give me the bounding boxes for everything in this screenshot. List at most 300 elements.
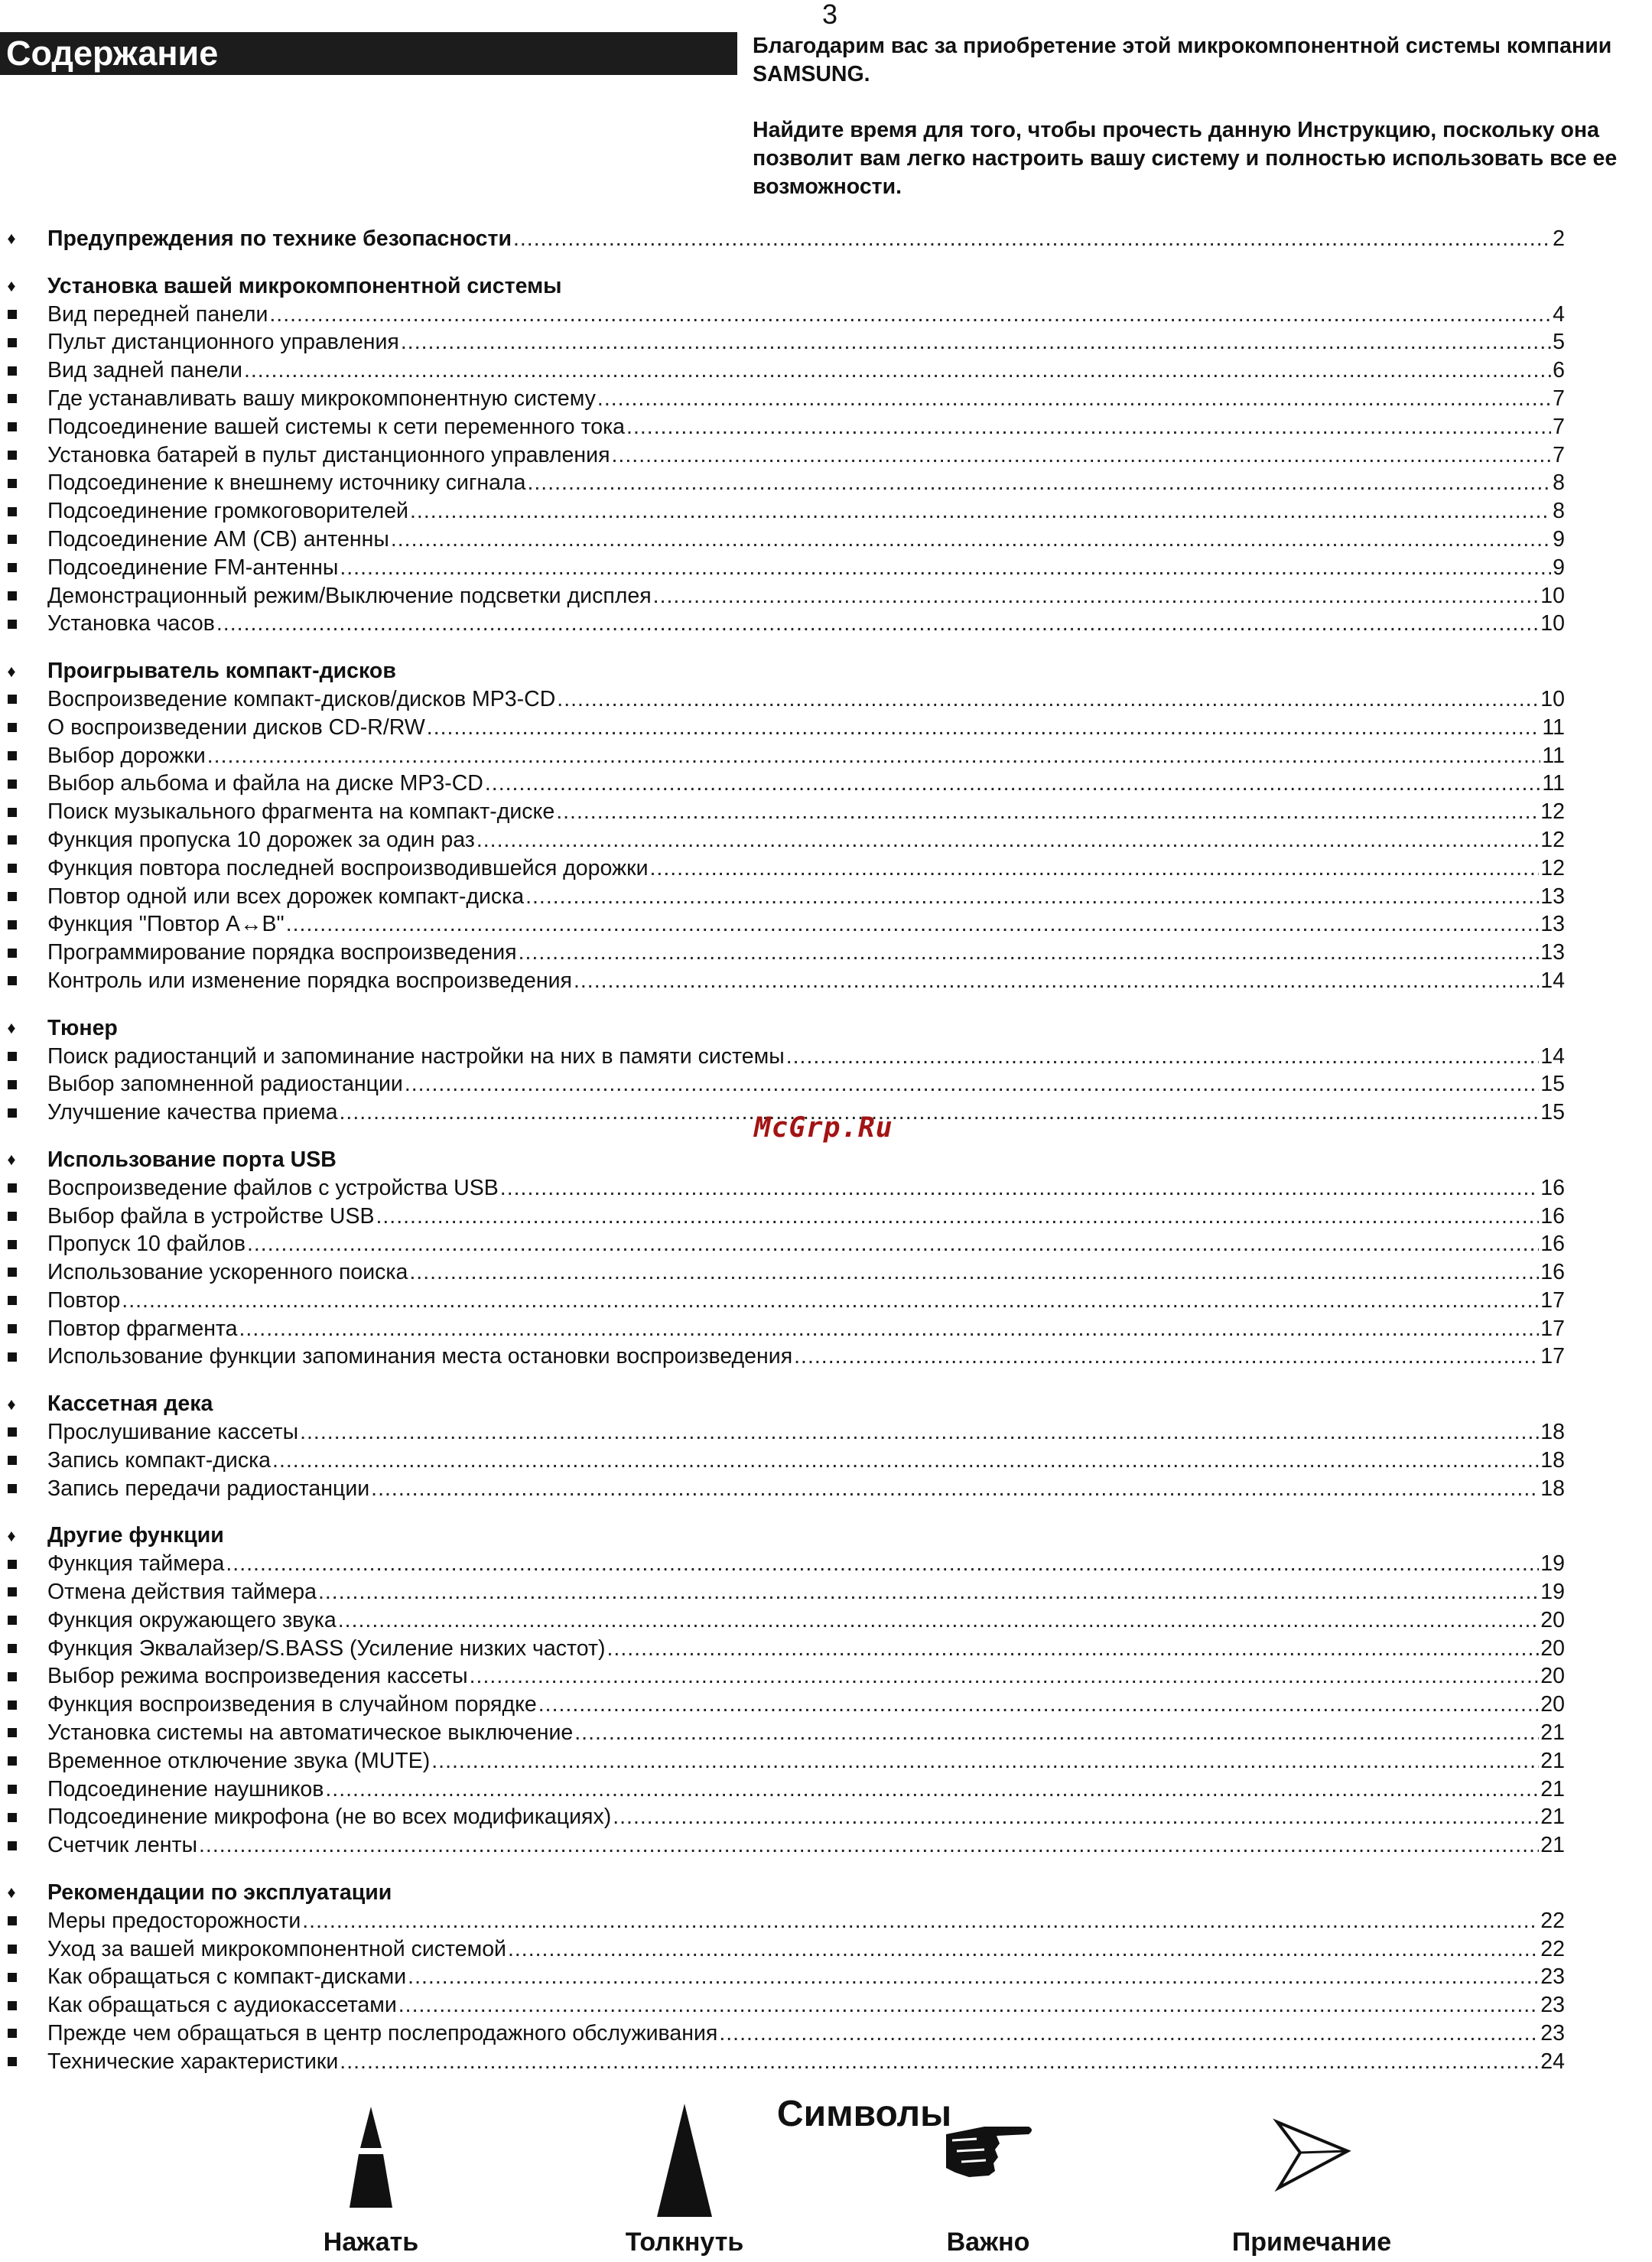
square-bullet-icon: [8, 1108, 17, 1118]
toc-entry[interactable]: [0, 883, 1565, 911]
dot-leader: [300, 1418, 1539, 1447]
toc-entry-label: Функция "Повтор A↔B": [47, 912, 285, 937]
toc-entry-label: Вид передней панели: [47, 301, 268, 327]
toc-page-number: 16: [1540, 1232, 1565, 1257]
toc-section: [0, 272, 1565, 638]
toc-page-number: 18: [1540, 1420, 1565, 1445]
toc-page-number: 19: [1540, 1580, 1565, 1605]
toc-page-number: 14: [1540, 968, 1565, 993]
diamond-bullet-icon: ♦: [7, 1150, 16, 1170]
toc-page-number: 19: [1540, 1551, 1565, 1577]
dot-leader: [500, 1174, 1540, 1203]
toc-entry-label: Улучшение качества приема: [47, 1100, 338, 1125]
toc-entry-label: Отмена действия таймера: [47, 1580, 317, 1605]
toc-heading-label: Установка вашей микрокомпонентной системы: [47, 273, 562, 298]
toc-entry[interactable]: [0, 1963, 1565, 1991]
dot-leader: [338, 1606, 1540, 1635]
dot-leader: [239, 1315, 1540, 1343]
toc-entry[interactable]: [0, 328, 1565, 356]
square-bullet-icon: [8, 1945, 17, 1954]
toc-entry-label: Уход за вашей микрокомпонентной системой: [47, 1936, 506, 1961]
toc-page-number: 15: [1540, 1072, 1565, 1097]
toc-entry[interactable]: [0, 1287, 1565, 1315]
symbol-important: [850, 2104, 1126, 2257]
dot-leader: [653, 582, 1540, 610]
symbol-label-important: Важно: [946, 2228, 1030, 2257]
toc-page-number: 21: [1540, 1720, 1565, 1746]
square-bullet-icon: [8, 479, 17, 488]
dot-leader: [525, 883, 1539, 911]
toc-page-number: 23: [1540, 1964, 1565, 1990]
toc-section-heading[interactable]: [0, 225, 1565, 253]
toc-page-number: 11: [1542, 714, 1565, 740]
table-of-contents: [0, 225, 1565, 2095]
page-number: 3: [821, 0, 838, 30]
dot-leader: [485, 770, 1541, 798]
square-bullet-icon: [8, 949, 17, 958]
push-triangle-icon: [646, 2104, 723, 2218]
toc-entry-label: Установка системы на автоматическое выключение: [47, 1720, 574, 1746]
toc-entry-label: Выбор режима воспроизведения кассеты: [47, 1664, 468, 1689]
toc-page-number: 17: [1540, 1316, 1565, 1341]
toc-entry-label: Выбор альбома и файла на диске MP3-CD: [47, 771, 483, 796]
toc-page-number: 21: [1540, 1805, 1565, 1830]
toc-page-number: 21: [1540, 1748, 1565, 1773]
dot-leader: [269, 301, 1551, 329]
toc-entry[interactable]: [0, 1203, 1565, 1231]
toc-entry[interactable]: [0, 910, 1565, 939]
toc-entry[interactable]: [0, 1174, 1565, 1203]
toc-entry-label: Использование функции запоминания места остановки воспроизведения: [47, 1344, 793, 1369]
square-bullet-icon: [8, 535, 17, 544]
toc-entry[interactable]: [0, 854, 1565, 883]
toc-entry-label: Функция воспроизведения в случайном порядке: [47, 1692, 537, 1717]
square-bullet-icon: [8, 1672, 17, 1681]
toc-entry[interactable]: [0, 1475, 1565, 1503]
toc-heading-label: Предупреждения по технике безопасности: [47, 226, 512, 251]
toc-section: [0, 1879, 1565, 2076]
dot-leader: [597, 385, 1551, 413]
toc-entry[interactable]: [0, 610, 1565, 638]
toc-entry[interactable]: [0, 385, 1565, 413]
toc-entry[interactable]: [0, 497, 1565, 526]
toc-entry-label: Прослушивание кассеты: [47, 1420, 299, 1445]
toc-entry[interactable]: [0, 1578, 1565, 1606]
toc-page-number: 24: [1540, 2049, 1565, 2074]
dot-leader: [427, 714, 1541, 742]
toc-section-heading[interactable]: [0, 1879, 1565, 1907]
toc-entry[interactable]: [0, 1803, 1565, 1831]
toc-entry-label: Поиск радиостанций и запоминание настройки на них в памяти системы: [47, 1043, 785, 1069]
note-arrow-icon: [1262, 2104, 1361, 2218]
toc-entry[interactable]: [0, 1831, 1565, 1860]
toc-page-number: 16: [1540, 1260, 1565, 1285]
toc-section: [0, 1390, 1565, 1502]
toc-section: [0, 657, 1565, 995]
symbol-label-push: Толкнуть: [625, 2228, 744, 2257]
toc-page-number: 9: [1553, 526, 1565, 552]
toc-section-heading[interactable]: [0, 1146, 1565, 1174]
toc-page-number: 9: [1553, 555, 1565, 580]
watermark: McGrp.Ru: [754, 1112, 893, 1144]
symbols-title: Символы: [776, 2094, 952, 2134]
toc-entry-label: Использование ускоренного поиска: [47, 1260, 408, 1285]
square-bullet-icon: [8, 2029, 17, 2038]
dot-leader: [226, 1550, 1539, 1578]
toc-entry-label: Подсоединение микрофона (не во всех модификациях): [47, 1805, 612, 1830]
square-bullet-icon: [8, 1973, 17, 1982]
dot-leader: [318, 1578, 1539, 1606]
toc-entry-label: Запись компакт-диска: [47, 1447, 272, 1473]
toc-page-number: 22: [1540, 1936, 1565, 1961]
dot-leader: [410, 497, 1551, 526]
toc-entry[interactable]: [0, 685, 1565, 714]
toc-page-number: 7: [1553, 386, 1565, 411]
square-bullet-icon: [8, 1484, 17, 1493]
diamond-bullet-icon: ♦: [7, 276, 16, 296]
dot-leader: [340, 2048, 1539, 2076]
square-bullet-icon: [8, 1728, 17, 1737]
toc-entry-label: Функция таймера: [47, 1551, 225, 1577]
dot-leader: [626, 413, 1551, 441]
toc-entry[interactable]: [0, 939, 1565, 967]
dot-leader: [508, 1935, 1539, 1964]
diamond-bullet-icon: ♦: [7, 229, 16, 249]
toc-entry[interactable]: [0, 770, 1565, 798]
toc-page-number: 10: [1540, 611, 1565, 636]
dot-leader: [794, 1343, 1539, 1371]
toc-page-number: 4: [1553, 301, 1565, 327]
toc-entry[interactable]: [0, 582, 1565, 610]
toc-page-number: 7: [1553, 442, 1565, 467]
toc-entry-label: Технические характеристики: [47, 2049, 339, 2074]
square-bullet-icon: [8, 1268, 17, 1277]
square-bullet-icon: [8, 620, 17, 629]
toc-entry-label: Подсоединение вашей системы к сети переменного тока: [47, 414, 626, 439]
toc-heading-label: Тюнер: [47, 1015, 118, 1040]
toc-entry[interactable]: [0, 469, 1565, 497]
dot-leader: [470, 1662, 1540, 1691]
toc-entry[interactable]: [0, 2048, 1565, 2076]
toc-entry[interactable]: [0, 526, 1565, 554]
toc-section-heading[interactable]: [0, 272, 1565, 301]
toc-page-number: 22: [1540, 1908, 1565, 1933]
square-bullet-icon: [8, 366, 17, 376]
toc-entry-label: Вид задней панели: [47, 358, 242, 383]
symbol-label-press: Нажать: [323, 2228, 419, 2257]
toc-page-number: 21: [1540, 1833, 1565, 1858]
square-bullet-icon: [8, 1701, 17, 1710]
square-bullet-icon: [8, 2057, 17, 2066]
toc-page-number: 12: [1540, 855, 1565, 880]
toc-heading-label: Рекомендации по эксплуатации: [47, 1880, 392, 1906]
toc-page-number: 17: [1540, 1287, 1565, 1313]
toc-page-number: 15: [1540, 1100, 1565, 1125]
toc-page-number: 5: [1553, 330, 1565, 355]
toc-entry[interactable]: [0, 1907, 1565, 1935]
toc-page-number: 6: [1553, 358, 1565, 383]
toc-entry-label: Подсоединение к внешнему источнику сигнала: [47, 470, 526, 496]
toc-entry[interactable]: [0, 1691, 1565, 1719]
toc-page-number: 8: [1553, 470, 1565, 496]
toc-entry-label: Пульт дистанционного управления: [47, 330, 399, 355]
toc-heading-label: Использование порта USB: [47, 1147, 337, 1172]
toc-entry-label: Подсоединение FM-антенны: [47, 555, 339, 580]
dot-leader: [371, 1475, 1539, 1503]
toc-entry[interactable]: [0, 1258, 1565, 1287]
square-bullet-icon: [8, 892, 17, 901]
dot-leader: [216, 610, 1539, 638]
toc-entry-label: Подсоединение громкоговорителей: [47, 499, 408, 524]
square-bullet-icon: [8, 563, 17, 572]
toc-entry[interactable]: [0, 301, 1565, 329]
square-bullet-icon: [8, 507, 17, 516]
dot-leader: [302, 1907, 1539, 1935]
dot-leader: [574, 1719, 1539, 1747]
toc-entry-label: Запись передачи радиостанции: [47, 1476, 370, 1501]
toc-heading-label: Другие функции: [47, 1523, 224, 1548]
toc-entry[interactable]: [0, 441, 1565, 470]
toc-page-number: 2: [1553, 226, 1565, 251]
toc-entry-label: Воспроизведение файлов с устройства USB: [47, 1175, 499, 1200]
dot-leader: [286, 910, 1540, 939]
square-bullet-icon: [8, 1813, 17, 1822]
toc-page-number: 14: [1540, 1043, 1565, 1069]
square-bullet-icon: [8, 1352, 17, 1362]
toc-page-number: 16: [1540, 1203, 1565, 1229]
toc-page-number: 20: [1540, 1692, 1565, 1717]
toc-entry[interactable]: [0, 1043, 1565, 1071]
toc-entry[interactable]: [0, 1775, 1565, 1804]
dot-leader: [538, 1691, 1540, 1719]
dot-leader: [650, 854, 1540, 883]
toc-entry-label: Выбор запомненной радиостанции: [47, 1072, 403, 1097]
dot-leader: [408, 1963, 1539, 1991]
toc-page-number: 21: [1540, 1776, 1565, 1801]
toc-entry[interactable]: [0, 1315, 1565, 1343]
dot-leader: [476, 826, 1539, 854]
square-bullet-icon: [8, 779, 17, 789]
square-bullet-icon: [8, 1616, 17, 1625]
toc-entry[interactable]: [0, 1662, 1565, 1691]
toc-entry-label: Пропуск 10 файлов: [47, 1232, 246, 1257]
toc-section: [0, 225, 1565, 253]
toc-entry-label: Функция окружающего звука: [47, 1607, 337, 1632]
toc-entry-label: Функция пропуска 10 дорожек за один раз: [47, 827, 475, 852]
dot-leader: [527, 469, 1551, 497]
toc-entry[interactable]: [0, 1343, 1565, 1371]
square-bullet-icon: [8, 1212, 17, 1221]
dot-leader: [513, 225, 1551, 253]
square-bullet-icon: [8, 451, 17, 460]
dot-leader: [339, 1098, 1539, 1127]
toc-page-number: 20: [1540, 1635, 1565, 1661]
toc-page-number: 11: [1542, 743, 1565, 768]
toc-page-number: 17: [1540, 1344, 1565, 1369]
dot-leader: [613, 1803, 1539, 1831]
diamond-bullet-icon: ♦: [7, 1883, 16, 1902]
toc-entry-label: Функция повтора последней воспроизводившейся дорожки: [47, 855, 649, 880]
toc-entry[interactable]: [0, 356, 1565, 385]
square-bullet-icon: [8, 1841, 17, 1850]
toc-page-number: 18: [1540, 1447, 1565, 1473]
toc-page-number: 10: [1540, 686, 1565, 711]
toc-entry-label: Воспроизведение компакт-дисков/дисков MP3-CD: [47, 686, 556, 711]
press-triangle-icon: [333, 2104, 409, 2218]
square-bullet-icon: [8, 976, 17, 985]
square-bullet-icon: [8, 864, 17, 873]
toc-page-number: 13: [1540, 940, 1565, 965]
square-bullet-icon: [8, 751, 17, 760]
toc-entry[interactable]: [0, 1230, 1565, 1258]
square-bullet-icon: [8, 422, 17, 431]
toc-page-number: 11: [1542, 771, 1565, 796]
toc-page-number: 7: [1553, 414, 1565, 439]
square-bullet-icon: [8, 394, 17, 403]
dot-leader: [556, 798, 1539, 826]
toc-heading-label: Проигрыватель компакт-дисков: [47, 659, 396, 684]
toc-entry[interactable]: [0, 1447, 1565, 1475]
square-bullet-icon: [8, 1240, 17, 1249]
toc-section-heading[interactable]: [0, 1522, 1565, 1550]
toc-entry-label: Как обращаться с компакт-дисками: [47, 1964, 407, 1990]
toc-section-heading[interactable]: [0, 1390, 1565, 1418]
toc-entry-label: Повтор: [47, 1287, 121, 1313]
toc-entry-label: Счетчик ленты: [47, 1833, 197, 1858]
toc-entry[interactable]: [0, 2020, 1565, 2048]
dot-leader: [786, 1043, 1540, 1071]
square-bullet-icon: [8, 1052, 17, 1061]
dot-leader: [207, 742, 1541, 770]
toc-entry[interactable]: [0, 1635, 1565, 1663]
square-bullet-icon: [8, 808, 17, 817]
toc-entry-label: Поиск музыкального фрагмента на компакт-диске: [47, 799, 555, 825]
toc-entry[interactable]: [0, 1418, 1565, 1447]
dot-leader: [401, 328, 1551, 356]
toc-entry-label: Подсоединение наушников: [47, 1776, 324, 1801]
toc-entry-label: Меры предосторожности: [47, 1908, 301, 1933]
toc-entry[interactable]: [0, 714, 1565, 742]
toc-entry-label: Установка часов: [47, 611, 215, 636]
diamond-bullet-icon: ♦: [7, 1394, 16, 1414]
square-bullet-icon: [8, 920, 17, 929]
intro-paragraph-read-manual: Найдите время для того, чтобы прочесть данную Инструкцию, поскольку она позволит вам легко настроить вашу систему и полностью использовать все ее возможности.: [753, 118, 1618, 199]
square-bullet-icon: [8, 1916, 17, 1925]
dot-leader: [612, 441, 1552, 470]
toc-entry[interactable]: [0, 413, 1565, 441]
square-bullet-icon: [8, 1183, 17, 1193]
dot-leader: [519, 939, 1540, 967]
toc-entry[interactable]: [0, 967, 1565, 995]
dot-leader: [607, 1635, 1540, 1663]
square-bullet-icon: [8, 695, 17, 704]
square-bullet-icon: [8, 1785, 17, 1794]
dot-leader: [398, 1991, 1540, 2020]
dot-leader: [199, 1831, 1539, 1860]
toc-entry-label: Повтор одной или всех дорожек компакт-диска: [47, 884, 525, 909]
toc-entry[interactable]: [0, 1991, 1565, 2020]
dot-leader: [557, 685, 1539, 714]
toc-page-number: 13: [1540, 884, 1565, 909]
dot-leader: [574, 967, 1539, 995]
toc-entry-label: Прежде чем обращаться в центр послепродажного обслуживания: [47, 2021, 718, 2046]
square-bullet-icon: [8, 591, 17, 600]
square-bullet-icon: [8, 310, 17, 319]
toc-entry[interactable]: [0, 826, 1565, 854]
toc-section-heading[interactable]: [0, 1014, 1565, 1043]
symbol-press: [233, 2104, 509, 2257]
toc-entry[interactable]: [0, 554, 1565, 582]
pointing-hand-icon: [938, 2104, 1038, 2218]
square-bullet-icon: [8, 1427, 17, 1437]
square-bullet-icon: [8, 723, 17, 732]
toc-section: [0, 1522, 1565, 1860]
square-bullet-icon: [8, 1560, 17, 1569]
toc-entry[interactable]: [0, 1719, 1565, 1747]
toc-section-heading[interactable]: [0, 657, 1565, 685]
toc-section: [0, 1014, 1565, 1127]
toc-entry[interactable]: [0, 742, 1565, 770]
toc-entry-label: О воспроизведении дисков CD-R/RW: [47, 714, 425, 740]
dot-leader: [272, 1447, 1539, 1475]
square-bullet-icon: [8, 1296, 17, 1305]
square-bullet-icon: [8, 338, 17, 347]
dot-leader: [405, 1070, 1539, 1098]
toc-entry[interactable]: [0, 1070, 1565, 1098]
symbol-push: [547, 2104, 822, 2257]
toc-page-number: 20: [1540, 1664, 1565, 1689]
toc-entry-label: Выбор файла в устройстве USB: [47, 1203, 375, 1229]
dot-leader: [409, 1258, 1539, 1287]
toc-entry[interactable]: [0, 1550, 1565, 1578]
square-bullet-icon: [8, 1324, 17, 1333]
toc-entry[interactable]: [0, 1747, 1565, 1775]
square-bullet-icon: [8, 1756, 17, 1766]
square-bullet-icon: [8, 1080, 17, 1089]
toc-entry-label: Подсоединение AM (CB) антенны: [47, 526, 389, 552]
toc-entry[interactable]: [0, 1606, 1565, 1635]
diamond-bullet-icon: ♦: [7, 1018, 16, 1038]
toc-page-number: 23: [1540, 1993, 1565, 2018]
dot-leader: [376, 1203, 1539, 1231]
toc-entry-label: Контроль или изменение порядка воспроизведения: [47, 968, 572, 993]
toc-entry-label: Временное отключение звука (MUTE): [47, 1748, 431, 1773]
toc-page-number: 12: [1540, 799, 1565, 825]
toc-section: [0, 1146, 1565, 1371]
square-bullet-icon: [8, 2001, 17, 2010]
toc-entry-label: Установка батарей в пульт дистанционного управления: [47, 442, 610, 467]
toc-entry[interactable]: [0, 1935, 1565, 1964]
page-title: Содержание: [0, 32, 737, 75]
toc-entry[interactable]: [0, 798, 1565, 826]
toc-entry-label: Функция Эквалайзер/S.BASS (Усиление низких частот): [47, 1635, 606, 1661]
dot-leader: [244, 356, 1551, 385]
diamond-bullet-icon: ♦: [7, 1525, 16, 1545]
toc-page-number: 18: [1540, 1476, 1565, 1501]
toc-entry-label: Выбор дорожки: [47, 743, 206, 768]
intro-text: [753, 32, 1652, 229]
dot-leader: [719, 2020, 1539, 2048]
toc-page-number: 12: [1540, 827, 1565, 852]
square-bullet-icon: [8, 1587, 17, 1596]
toc-page-number: 10: [1540, 583, 1565, 608]
square-bullet-icon: [8, 1644, 17, 1653]
dot-leader: [431, 1747, 1539, 1775]
symbol-note: [1174, 2104, 1449, 2257]
square-bullet-icon: [8, 835, 17, 845]
toc-heading-label: Кассетная дека: [47, 1391, 213, 1417]
dot-leader: [122, 1287, 1539, 1315]
